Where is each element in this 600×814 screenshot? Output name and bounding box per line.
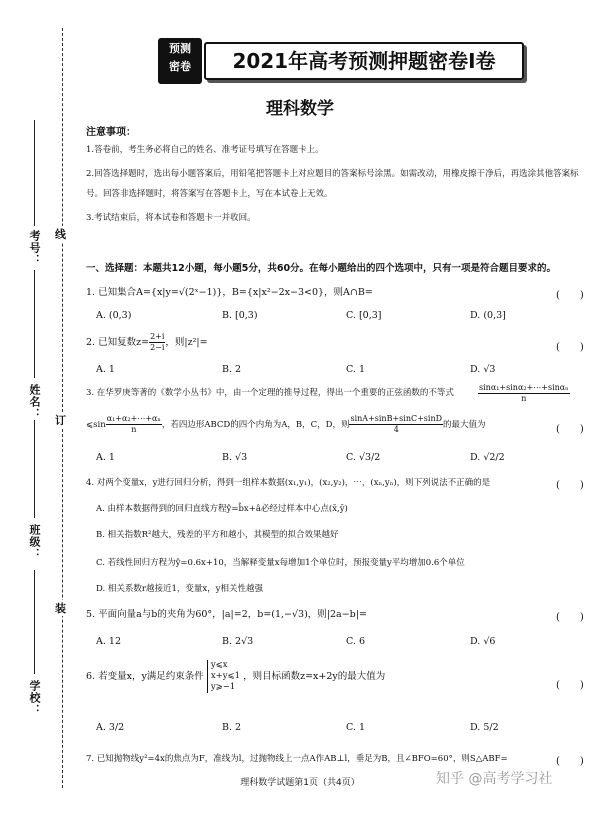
exam-header (158, 38, 520, 82)
q3-option-c: C. √3/2 (346, 452, 381, 463)
q2-frac-num: 2+i (150, 332, 165, 341)
answer-paren-4: ( ) (556, 480, 584, 491)
answer-paren-7: ( ) (556, 756, 584, 767)
q3-option-a: A. 1 (96, 452, 115, 463)
q3-fraction-1 (478, 383, 570, 404)
q6-option-d: D. 5/2 (470, 722, 499, 733)
subject-title: 理科数学 (266, 99, 334, 119)
exam-number-line (34, 120, 35, 226)
q6-option-c: C. 1 (346, 722, 366, 733)
q2-option-b: B. 2 (222, 364, 242, 375)
school-label: 学校： (28, 680, 41, 716)
q3-frac3-den: 4 (393, 425, 399, 434)
answer-paren-2: ( ) (556, 342, 584, 353)
q6-constraint-brace (207, 660, 240, 693)
q2-stem-b: ，则|z²|= (165, 337, 208, 348)
q1-option-d: D. (0,3] (470, 310, 506, 321)
q2-option-c: C. 1 (346, 364, 366, 375)
name-label: 姓名： (28, 384, 41, 420)
q6-stem-b: ，则目标函数z=x+2y的最大值为 (243, 671, 386, 682)
q5-option-a: A. 12 (96, 636, 121, 647)
question-3-line2 (86, 414, 556, 435)
question-7: 7. 已知抛物线y²=4x的焦点为F，准线为l，过抛物线上一点A作AB⊥l，垂足为B，且∠BFO=60°，则S△ABF= (86, 754, 508, 764)
q2-option-a: A. 1 (96, 364, 115, 375)
answer-paren-5: ( ) (556, 612, 584, 623)
q6-option-a: A. 3/2 (96, 722, 125, 733)
q3-fraction-3 (349, 414, 443, 435)
note-2-cont: 号。回答非选择题时，将答案写在答题卡上，写在本试卷上无效。 (86, 189, 333, 199)
logo-text-bottom: 密卷 (169, 60, 191, 73)
question-3-line1: 3. 在华罗庚等著的《数学小丛书》中，由一个定理的推导过程，得出一个重要的正弦函数的不等式 (86, 388, 454, 398)
cut-line (62, 28, 63, 788)
notes-heading: 注意事项： (86, 127, 136, 138)
q2-option-d: D. √3 (470, 364, 496, 375)
logo-text-top: 预测 (169, 42, 191, 55)
answer-paren-6: ( ) (556, 680, 584, 691)
q4-option-a: A. 由样本数据得到的回归直线方程ŷ=b̂x+â必经过样本中心点(x̄,ȳ) (96, 504, 348, 514)
q4-option-b: B. 相关指数R²越大，残差的平方和越小，其模型的拟合效果越好 (96, 530, 339, 540)
q3-line2-c: 的最大值为 (443, 420, 486, 430)
note-1: 1.答卷前，考生务必将自己的姓名、准考证号填写在答题卡上。 (86, 145, 324, 155)
question-4: 4. 对两个变量x，y进行回归分析，得到一组样本数据(x₁,y₁)，(x₂,y₂)，⋯，(xₙ,yₙ)，则下列说法不正确的是 (86, 478, 491, 488)
answer-paren-1: ( ) (556, 290, 584, 301)
question-1: 1. 已知集合A={x|y=√(2ˣ−1)}，B={x|x²−2x−3<0}，则A∩B= (86, 287, 373, 298)
q4-option-c: C. 若线性回归方程为ŷ=0.6x+10，当解释变量x每增加1个单位时，预报变量y平均增加0.6个单位 (96, 558, 465, 568)
q3-line2-b: ，若四边形ABCD的四个内角为A，B，C，D，则 (161, 420, 350, 430)
q4-option-d: D. 相关系数r越接近1，变量x，y相关性越强 (96, 584, 263, 594)
question-6 (86, 660, 576, 693)
q6-constraint-1: y⩽x (210, 660, 228, 670)
q3-option-d: D. √2/2 (470, 452, 505, 463)
class-line (34, 420, 35, 518)
cut-mark-ding: 订 (55, 414, 66, 427)
q2-frac-den: 2−i (150, 343, 165, 352)
cut-mark-xian: 线 (55, 228, 66, 241)
zhihu-watermark: 知乎 @高考学习社 (436, 771, 553, 787)
question-2 (86, 332, 576, 353)
q1-option-b: B. [0,3) (222, 310, 258, 321)
q2-fraction (149, 332, 165, 353)
exam-number-label: 考号： (28, 230, 41, 266)
name-line (34, 270, 35, 378)
binding-margin (0, 0, 72, 814)
q2-stem-a: 2. 已知复数z= (86, 337, 150, 348)
school-line (34, 570, 35, 674)
q3-frac2-den: n (131, 425, 137, 434)
q3-frac1-den: n (521, 394, 527, 403)
class-label: 班级： (28, 524, 41, 560)
q3-frac3-num: sinA+sinB+sinC+sinD (350, 414, 443, 423)
q6-stem-a: 6. 若变量x，y满足约束条件 (86, 671, 204, 682)
q3-frac2-num: α₁+α₂+⋯+αₙ (106, 414, 161, 423)
note-3: 3.考试结束后，将本试卷和答题卡一并收回。 (86, 213, 256, 223)
section-heading: 一、选择题：本题共12小题，每小题5分，共60分。在每小题给出的四个选项中，只有一项是符合题目要求的。 (86, 263, 557, 274)
q5-option-c: C. 6 (346, 636, 366, 647)
q3-frac1-num: sinα₁+sinα₂+⋯+sinαₙ (479, 383, 569, 392)
answer-paren-3: ( ) (556, 424, 584, 435)
q6-constraint-2: x+y⩽1 (210, 671, 241, 681)
q3-line2-a: ⩽sin (86, 420, 106, 430)
q5-option-d: D. √6 (470, 636, 496, 647)
q3-fraction-2 (106, 414, 162, 435)
q5-option-b: B. 2√3 (222, 636, 254, 647)
exam-title: 2021年高考预测押题密卷Ⅰ卷 (204, 42, 524, 80)
q6-option-b: B. 2 (222, 722, 242, 733)
q1-option-c: C. [0,3] (346, 310, 382, 321)
question-5: 5. 平面向量a与b的夹角为60°，|a|=2，b=(1,−√3)，则|2a−b|= (86, 609, 367, 620)
yuce-logo (158, 38, 202, 84)
q6-constraint-3: y⩾−1 (210, 682, 236, 692)
page-footer: 理科数学试题第1页（共4页） (240, 778, 360, 788)
cut-mark-zhuang: 装 (55, 602, 66, 615)
note-2: 2.回答选择题时，选出每小题答案后，用铅笔把答题卡上对应题目的答案标号涂黑。如需改动，用橡皮擦干净后，再选涂其他答案标 (86, 169, 579, 179)
q1-option-a: A. (0,3) (96, 310, 132, 321)
q3-option-b: B. √3 (222, 452, 248, 463)
